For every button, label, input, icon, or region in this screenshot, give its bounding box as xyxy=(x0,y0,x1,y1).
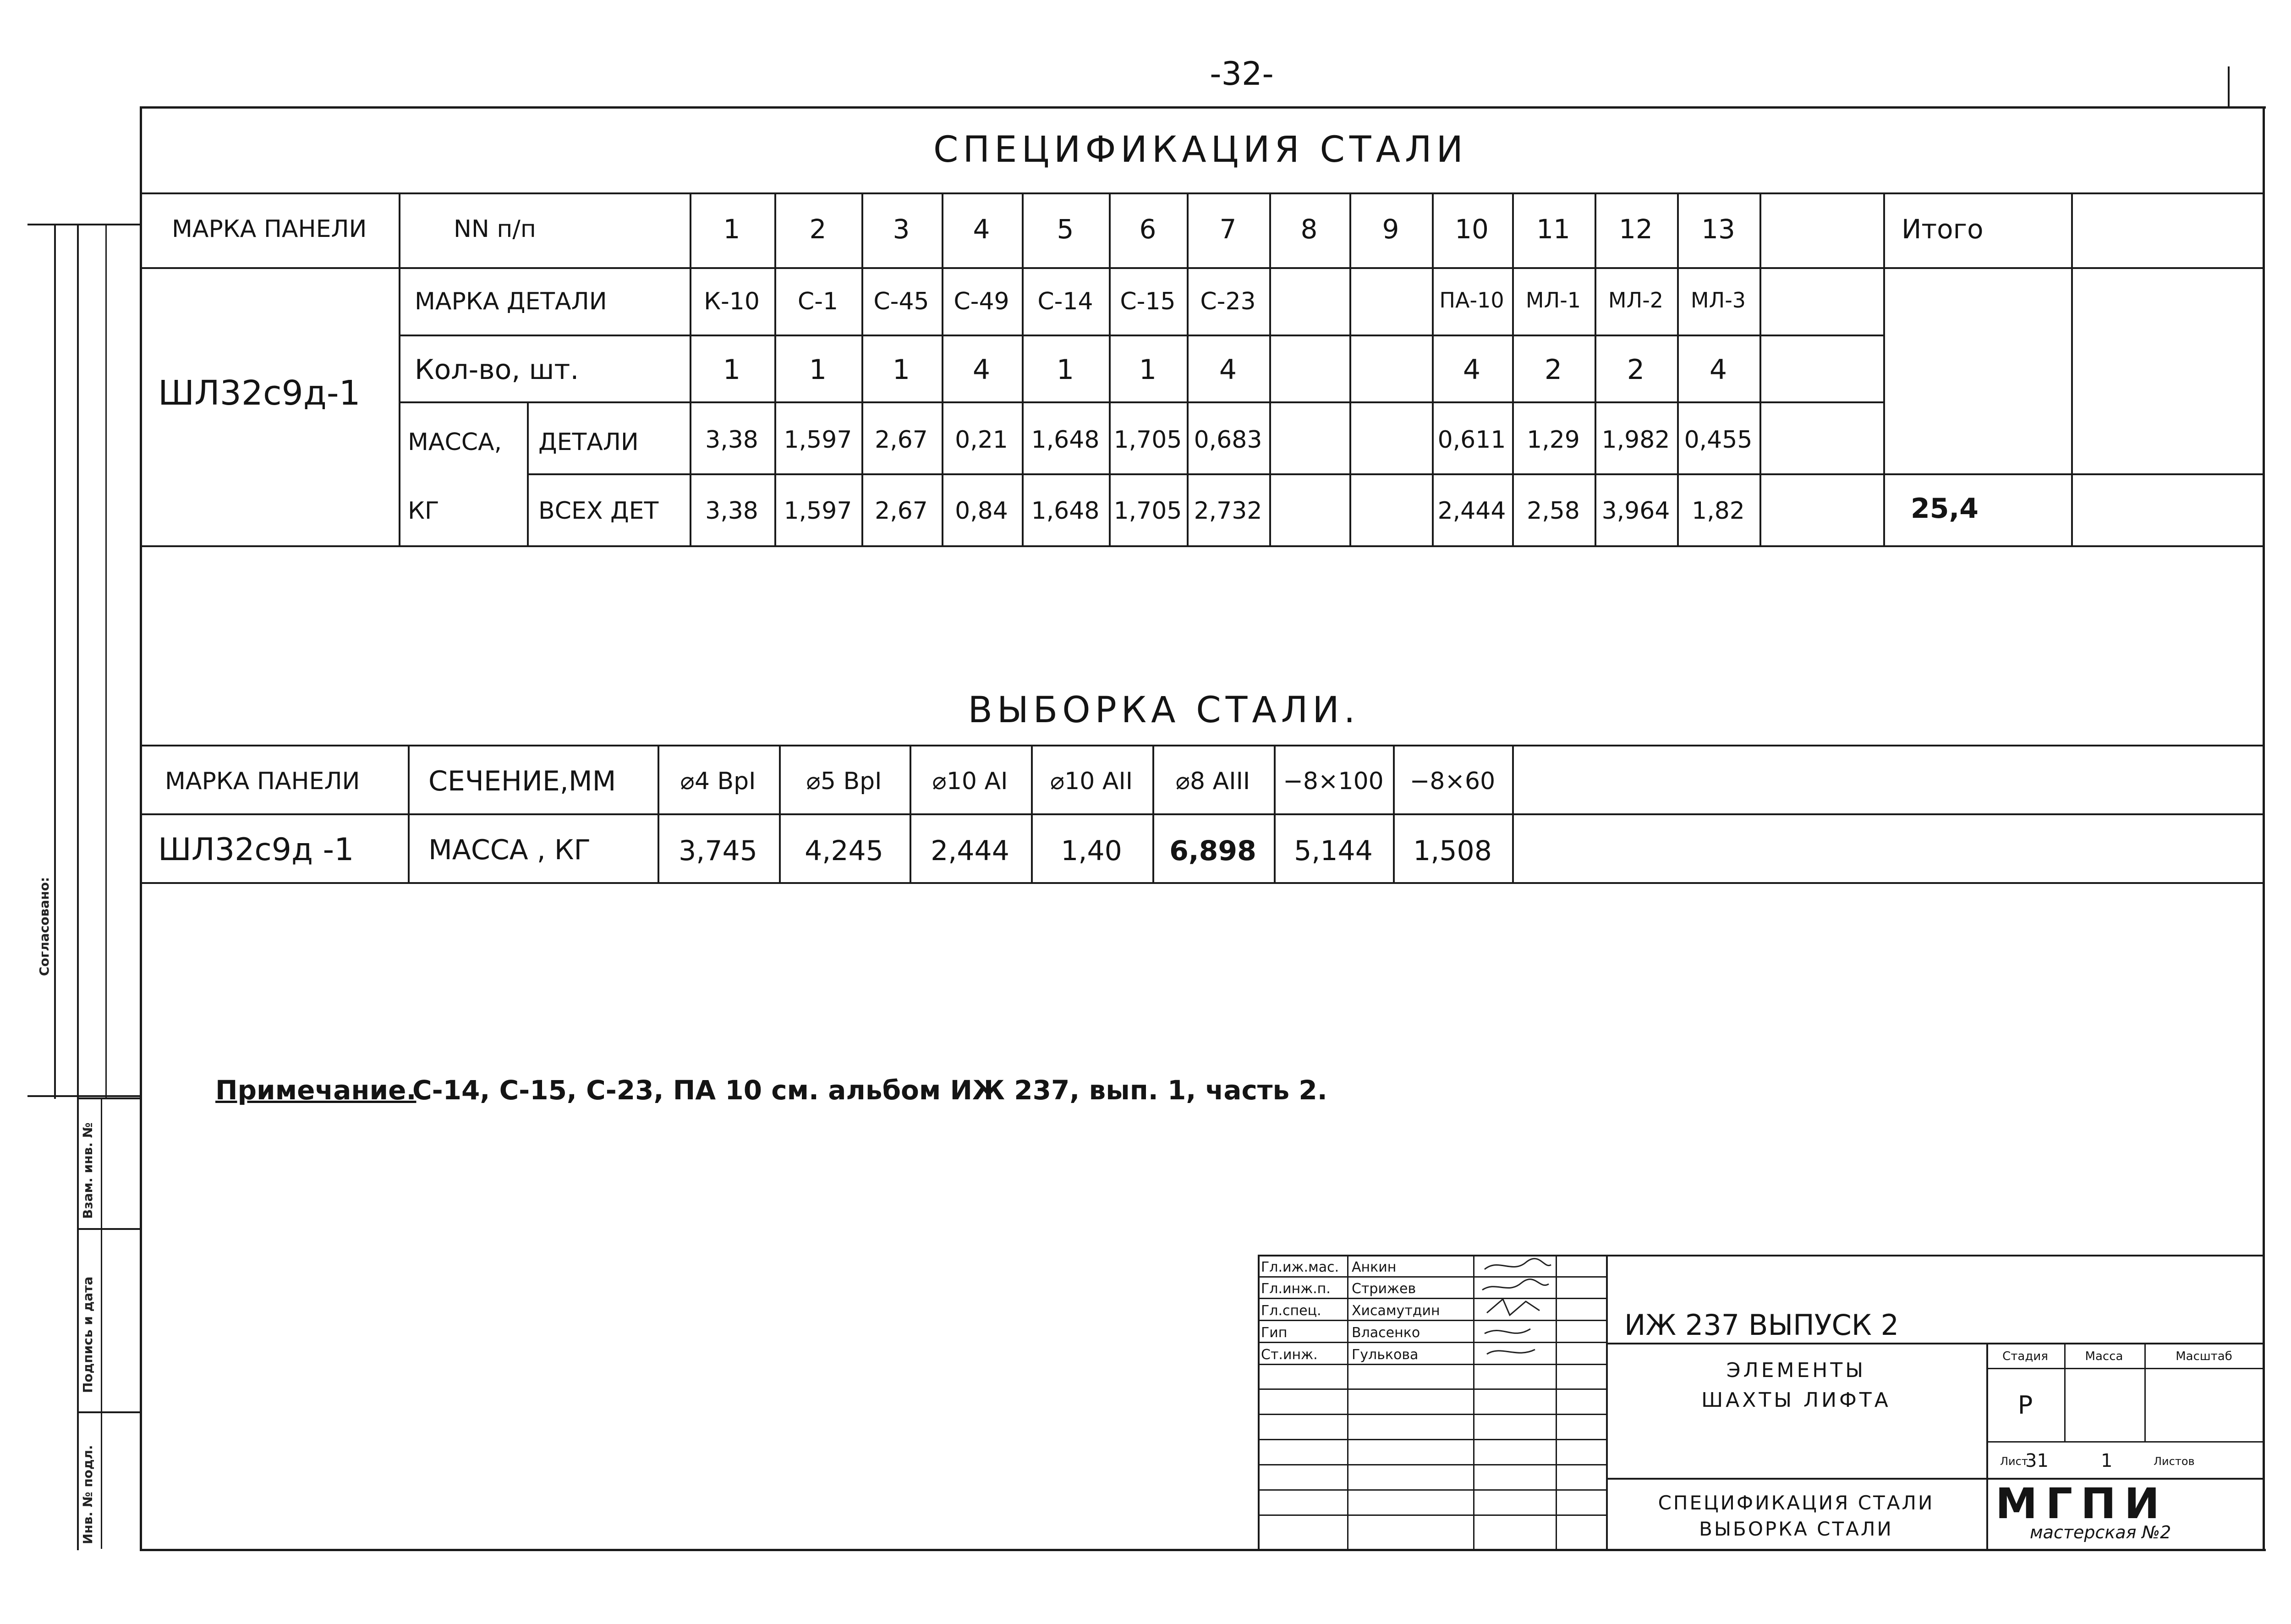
mass-all-cell: 1,648 xyxy=(1031,497,1100,525)
mass-detail-cell: 1,982 xyxy=(1601,426,1670,454)
detail-mark: С-23 xyxy=(1200,288,1256,315)
spec-vline xyxy=(1109,192,1111,546)
replace-inv-label: Взам. инв. № xyxy=(80,1122,95,1219)
spec-num: 11 xyxy=(1536,214,1570,245)
mass-detail-cell: 1,29 xyxy=(1527,426,1580,454)
tb-mass-label: Масса xyxy=(2085,1350,2123,1363)
tb-subject-1: ЭЛЕМЕНТЫ xyxy=(1726,1359,1866,1382)
mass-detail-cell: 1,705 xyxy=(1113,426,1182,454)
tb-sheets-label: Листов xyxy=(2154,1455,2195,1468)
spec-num: 10 xyxy=(1455,214,1489,245)
sample-vline xyxy=(779,745,781,883)
spec-vline xyxy=(1677,192,1679,546)
spec-vline xyxy=(774,192,776,546)
tb-org-logo: МГПИ xyxy=(1995,1479,2168,1528)
frame-left xyxy=(140,106,142,1551)
detail-mark: МЛ-2 xyxy=(1608,288,1664,313)
spec-row-qty: Кол-во, шт. xyxy=(415,354,579,386)
spec-vline xyxy=(1349,192,1351,546)
spec-num: 7 xyxy=(1219,214,1237,245)
tb-name: Гулькова xyxy=(1352,1347,1419,1363)
tb-stage-label: Стадия xyxy=(2002,1350,2048,1363)
detail-mark: С-1 xyxy=(797,288,839,315)
tb-subject-2: ШАХТЫ ЛИФТА xyxy=(1701,1388,1891,1412)
qty-cell: 1 xyxy=(809,354,827,386)
tb-line xyxy=(2144,1343,2146,1441)
sample-value: 1,40 xyxy=(1061,835,1122,867)
detail-mark: С-45 xyxy=(873,288,929,315)
tb-role: Гл.инж.п. xyxy=(1261,1281,1331,1297)
stamp-line xyxy=(77,1411,141,1413)
spec-vline xyxy=(527,401,529,546)
sample-col-mark-panel: МАРКА ПАНЕЛИ xyxy=(165,768,360,795)
mass-all-cell: 2,58 xyxy=(1527,497,1580,525)
tb-line xyxy=(1473,1255,1474,1551)
frame-bottom xyxy=(140,1549,2266,1551)
mass-detail-cell: 2,67 xyxy=(875,426,928,454)
tb-name: Власенко xyxy=(1352,1325,1420,1341)
tb-line xyxy=(1258,1388,1606,1390)
qty-cell: 1 xyxy=(1139,354,1157,386)
spec-vline xyxy=(1883,192,1885,546)
tb-line xyxy=(1258,1489,1606,1491)
detail-mark: ПА-10 xyxy=(1439,288,1504,313)
tb-line xyxy=(1258,1514,1606,1516)
qty-cell: 2 xyxy=(1544,354,1562,386)
sample-hline xyxy=(141,745,2264,746)
sample-value: 3,745 xyxy=(679,835,757,867)
tb-scale-label: Масштаб xyxy=(2176,1350,2232,1363)
detail-mark: МЛ-1 xyxy=(1525,288,1581,313)
stamp-line xyxy=(77,1097,141,1099)
tb-role: Гл.иж.мас. xyxy=(1261,1259,1339,1275)
sample-value: 1,508 xyxy=(1413,835,1492,867)
sample-section: ⌀4 ВрI xyxy=(680,768,756,795)
sign-date-label: Подпись и дата xyxy=(80,1276,95,1393)
sample-section: ⌀10 АII xyxy=(1050,768,1133,795)
tb-name: Хисамутдин xyxy=(1352,1303,1440,1319)
spec-hline xyxy=(399,401,1883,403)
sample-value: 6,898 xyxy=(1169,835,1256,867)
sample-section: ⌀10 АI xyxy=(932,768,1008,795)
spec-vline xyxy=(1512,192,1514,546)
detail-mark: С-49 xyxy=(954,288,1009,315)
stamp-line xyxy=(27,224,142,225)
tb-line xyxy=(1258,1414,1606,1415)
qty-cell: 4 xyxy=(972,354,991,386)
frame-tick xyxy=(2228,66,2230,108)
mass-all-cell: 2,444 xyxy=(1437,497,1506,525)
stamp-line xyxy=(54,224,56,1099)
spec-num: 12 xyxy=(1619,214,1653,245)
sample-value: 4,245 xyxy=(805,835,883,867)
detail-mark: К-10 xyxy=(704,288,760,315)
spec-num: 13 xyxy=(1701,214,1735,245)
tb-line xyxy=(1258,1464,1606,1465)
agreed-label: Согласовано: xyxy=(37,877,52,976)
spec-vline xyxy=(1432,192,1434,546)
tb-role: Гип xyxy=(1261,1325,1288,1341)
tb-line xyxy=(1347,1255,1348,1551)
spec-vline xyxy=(1022,192,1024,546)
sample-vline xyxy=(1512,745,1514,883)
tb-line xyxy=(1986,1343,1988,1551)
spec-col-nn: NN п/п xyxy=(454,215,536,243)
tb-line xyxy=(1258,1439,1606,1440)
spec-panel-mark: ШЛ32с9д-1 xyxy=(158,373,361,413)
sample-vline xyxy=(1274,745,1276,883)
tb-name: Стрижев xyxy=(1352,1281,1416,1297)
stamp-line xyxy=(77,1228,141,1230)
spec-vline xyxy=(399,192,400,546)
mass-all-cell: 3,38 xyxy=(705,497,758,525)
spec-vline xyxy=(942,192,943,546)
sample-section: −8×100 xyxy=(1283,768,1384,795)
spec-title: СПЕЦИФИКАЦИЯ СТАЛИ xyxy=(933,129,1468,170)
tb-role: Ст.инж. xyxy=(1261,1347,1318,1363)
sample-mass-label: МАССА , КГ xyxy=(428,834,591,866)
spec-vline xyxy=(1595,192,1596,546)
tb-stage-value: Р xyxy=(2017,1391,2033,1420)
mass-all-cell: 1,82 xyxy=(1692,497,1745,525)
tb-line xyxy=(1258,1255,2264,1256)
tb-name: Анкин xyxy=(1352,1259,1397,1275)
mass-detail-cell: 0,683 xyxy=(1194,426,1262,454)
sample-value: 2,444 xyxy=(931,835,1009,867)
mass-detail-cell: 1,648 xyxy=(1031,426,1100,454)
signatures-drawing xyxy=(1475,1256,1556,1366)
note-label: Примечание. xyxy=(215,1075,417,1106)
qty-cell: 1 xyxy=(723,354,741,386)
sample-vline xyxy=(1031,745,1033,883)
spec-row-mass-all: ВСЕХ ДЕТ xyxy=(538,497,659,525)
spec-vline xyxy=(861,192,863,546)
qty-cell: 1 xyxy=(1056,354,1074,386)
sample-hline xyxy=(141,813,2264,815)
spec-num: 6 xyxy=(1139,214,1156,245)
spec-num: 1 xyxy=(723,214,740,245)
spec-num: 9 xyxy=(1382,214,1399,245)
sample-title: ВЫБОРКА СТАЛИ. xyxy=(968,690,1360,731)
spec-hline xyxy=(141,267,2264,269)
mass-all-cell: 3,964 xyxy=(1601,497,1670,525)
spec-num: 8 xyxy=(1300,214,1318,245)
qty-cell: 1 xyxy=(892,354,910,386)
tb-line xyxy=(1606,1255,1608,1551)
spec-hline xyxy=(527,473,1883,475)
detail-mark: МЛ-3 xyxy=(1690,288,1746,313)
tb-line xyxy=(1986,1441,2264,1443)
tb-workshop: мастерская №2 xyxy=(2030,1522,2171,1542)
mass-detail-cell: 0,455 xyxy=(1684,426,1753,454)
stamp-line xyxy=(27,1095,142,1097)
tb-line xyxy=(2064,1343,2066,1441)
spec-hline xyxy=(141,545,2264,547)
sample-vline xyxy=(910,745,911,883)
tb-line xyxy=(1606,1343,2264,1344)
spec-vline xyxy=(690,192,691,546)
spec-num: 2 xyxy=(809,214,827,245)
sample-section: −8×60 xyxy=(1409,768,1496,795)
mass-detail-cell: 0,21 xyxy=(955,426,1008,454)
qty-cell: 4 xyxy=(1463,354,1481,386)
mass-all-cell: 1,597 xyxy=(784,497,852,525)
qty-cell: 2 xyxy=(1627,354,1645,386)
sample-hline xyxy=(141,882,2264,884)
tb-role: Гл.спец. xyxy=(1261,1303,1321,1319)
tb-sheet-label: Лист xyxy=(2000,1455,2028,1468)
qty-cell: 4 xyxy=(1709,354,1727,386)
spec-total-value: 25,4 xyxy=(1911,493,1979,525)
sample-section: ⌀5 ВрI xyxy=(806,768,882,795)
sample-vline xyxy=(1393,745,1395,883)
sample-vline xyxy=(1152,745,1154,883)
sample-section: ⌀8 АIII xyxy=(1175,768,1250,795)
mass-all-cell: 1,705 xyxy=(1113,497,1182,525)
sample-panel-mark: ШЛ32с9д -1 xyxy=(158,832,354,868)
mass-all-cell: 2,732 xyxy=(1194,497,1262,525)
mass-all-cell: 2,67 xyxy=(875,497,928,525)
note-text: С-14, С-15, С-23, ПА 10 см. альбом ИЖ 237, вып. 1, часть 2. xyxy=(412,1075,1327,1106)
spec-hline xyxy=(399,335,1883,336)
spec-col-mark-panel: МАРКА ПАНЕЛИ xyxy=(172,215,367,243)
qty-cell: 4 xyxy=(1219,354,1237,386)
sample-vline xyxy=(408,745,410,883)
tb-sheet-value: 31 xyxy=(2025,1450,2049,1471)
spec-vline xyxy=(1187,192,1189,546)
spec-num: 5 xyxy=(1057,214,1074,245)
spec-col-total: Итого xyxy=(1902,214,1984,245)
spec-row-mass-detail: ДЕТАЛИ xyxy=(538,428,639,456)
tb-sheet-title-2: ВЫБОРКА СТАЛИ xyxy=(1699,1518,1893,1540)
mass-detail-cell: 0,611 xyxy=(1437,426,1506,454)
tb-line xyxy=(1556,1255,1557,1551)
mass-all-cell: 0,84 xyxy=(955,497,1008,525)
sample-col-section: СЕЧЕНИЕ,ММ xyxy=(428,765,616,797)
sample-value: 5,144 xyxy=(1294,835,1373,867)
tb-sheets-value: 1 xyxy=(2101,1450,2113,1471)
tb-doc-code: ИЖ 237 ВЫПУСК 2 xyxy=(1624,1308,1899,1342)
spec-num: 3 xyxy=(893,214,910,245)
spec-row-mass-b: КГ xyxy=(408,497,439,525)
spec-vline xyxy=(2071,192,2073,546)
spec-row-detail-mark: МАРКА ДЕТАЛИ xyxy=(415,288,607,315)
stamp-line xyxy=(101,1097,102,1549)
frame-right xyxy=(2263,106,2265,1551)
tb-sheet-title-1: СПЕЦИФИКАЦИЯ СТАЛИ xyxy=(1658,1492,1935,1514)
stamp-line xyxy=(105,224,107,1099)
spec-vline xyxy=(1759,192,1761,546)
inv-orig-label: Инв. № подл. xyxy=(80,1445,95,1544)
page-number: -32- xyxy=(1210,55,1274,93)
stamp-line xyxy=(77,224,79,1550)
spec-hline xyxy=(1883,473,2264,475)
spec-vline xyxy=(1269,192,1271,546)
sample-vline xyxy=(658,745,659,883)
spec-row-mass-a: МАССА, xyxy=(408,428,502,456)
mass-detail-cell: 3,38 xyxy=(705,426,758,454)
spec-hline xyxy=(141,192,2264,194)
detail-mark: С-14 xyxy=(1037,288,1093,315)
frame-top xyxy=(140,106,2266,109)
detail-mark: С-15 xyxy=(1120,288,1176,315)
mass-detail-cell: 1,597 xyxy=(784,426,852,454)
spec-num: 4 xyxy=(973,214,990,245)
tb-line xyxy=(1986,1368,2264,1369)
